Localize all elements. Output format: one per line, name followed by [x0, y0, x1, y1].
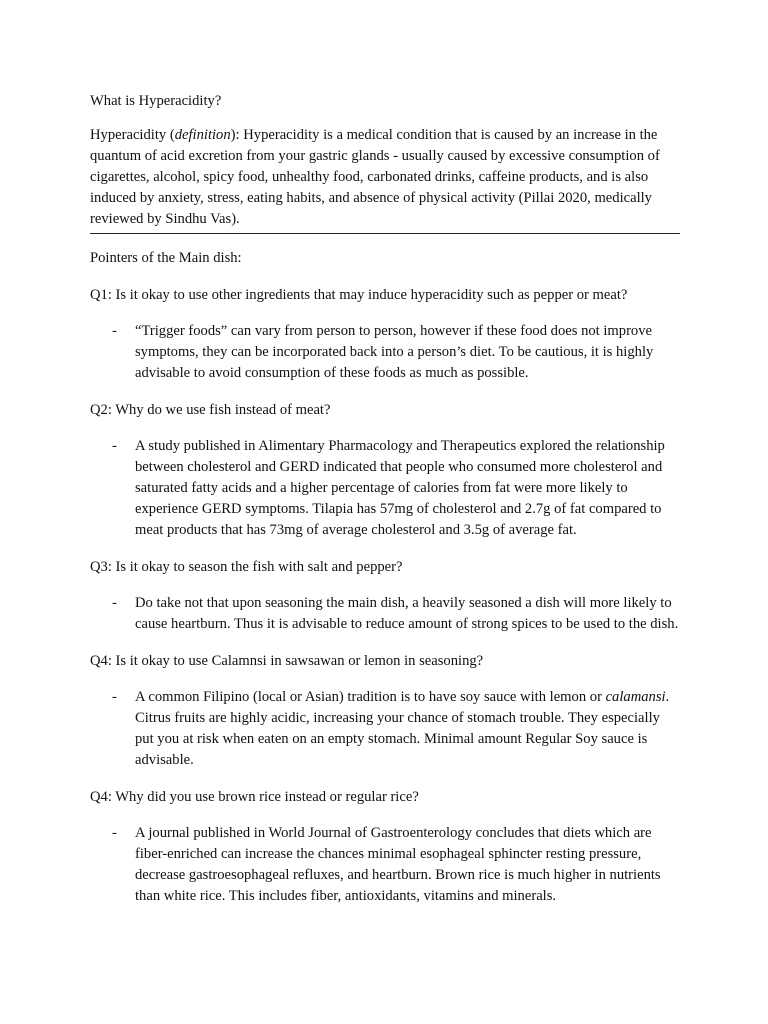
question-3: Q3: Is it okay to season the fish with salt and pepper?	[90, 559, 403, 575]
answer-3	[90, 593, 680, 635]
answer-4-pre: A common Filipino (local or Asian) tradition is to have soy sauce with lemon or	[135, 689, 606, 705]
pointers-heading: Pointers of the Main dish:	[90, 250, 242, 266]
definition-term-italic: definition	[174, 127, 231, 143]
document-title: What is Hyperacidity?	[90, 93, 222, 109]
answer-1-text: “Trigger foods” can vary from person to person, however if these food does not improve symptoms, they can be incorporated back into a person’s diet. To be cautious, it is highly advisable to avoid consumption of these foods as much as possible.	[135, 323, 654, 381]
definition-term: Hyperacidity (	[90, 127, 175, 143]
question-4: Q4: Is it okay to use Calamnsi in sawsawan or lemon in seasoning?	[90, 653, 484, 669]
answer-1	[90, 321, 680, 384]
answer-4-italic: calamansi	[605, 689, 666, 705]
answer-5	[90, 823, 680, 907]
bullet-dash: -	[112, 689, 117, 705]
answer-3-text: Do take not that upon seasoning the main dish, a heavily seasoned a dish will more likely to cause heartburn. Thus it is advisable to reduce amount of strong spices to be used to the dish.	[135, 595, 679, 632]
answer-5-text: A journal published in World Journal of Gastroenterology concludes that diets which are fiber-enriched can increase the chances minimal esophageal sphincter resting pressure, decrease gastroesophageal refluxes, and heartburn. Brown rice is much higher in nutrients than white rice. This includes fiber, antioxidants, vitamins and minerals.	[135, 825, 661, 904]
question-1: Q1: Is it okay to use other ingredients that may induce hyperacidity such as pepper or meat?	[90, 287, 628, 303]
definition-term-close: ):	[230, 127, 244, 143]
answer-2	[90, 436, 680, 541]
answer-4-text	[135, 687, 680, 771]
divider-line	[90, 233, 680, 234]
question-2: Q2: Why do we use fish instead of meat?	[90, 402, 331, 418]
answer-4	[90, 687, 680, 771]
answer-4-post: . Citrus fruits are highly acidic, increasing your chance of stomach trouble. They especially put you at risk when eaten on an empty stomach. Minimal amount Regular Soy sauce is advisable.	[135, 689, 670, 768]
bullet-dash: -	[112, 438, 117, 454]
bullet-dash: -	[112, 825, 117, 841]
bullet-dash: -	[112, 595, 117, 611]
answer-2-text: A study published in Alimentary Pharmacology and Therapeutics explored the relationship between cholesterol and GERD indicated that people who consumed more cholesterol and saturated fatty acids and a higher percentage of calories from fat were more likely to experience GERD symptoms. Tilapia has 57mg of cholesterol and 2.7g of fat compared to meat products that has 73mg of average cholesterol and 3.5g of average fat.	[135, 438, 665, 538]
definition-paragraph	[90, 125, 680, 232]
definition-body: Hyperacidity is a medical condition that is caused by an increase in the quantum of acid excretion from your gastric glands - usually caused by excessive consumption of cigarettes, alcohol, spicy food, unhealthy food, carbonated drinks, caffeine products, and is also induced by anxiety, stress, eating habits, and absence of physical activity (Pillai 2020, medically reviewed by Sindhu Vas).	[90, 127, 660, 227]
bullet-dash: -	[112, 323, 117, 339]
question-5: Q4: Why did you use brown rice instead or regular rice?	[90, 789, 419, 805]
document-content	[90, 91, 680, 923]
